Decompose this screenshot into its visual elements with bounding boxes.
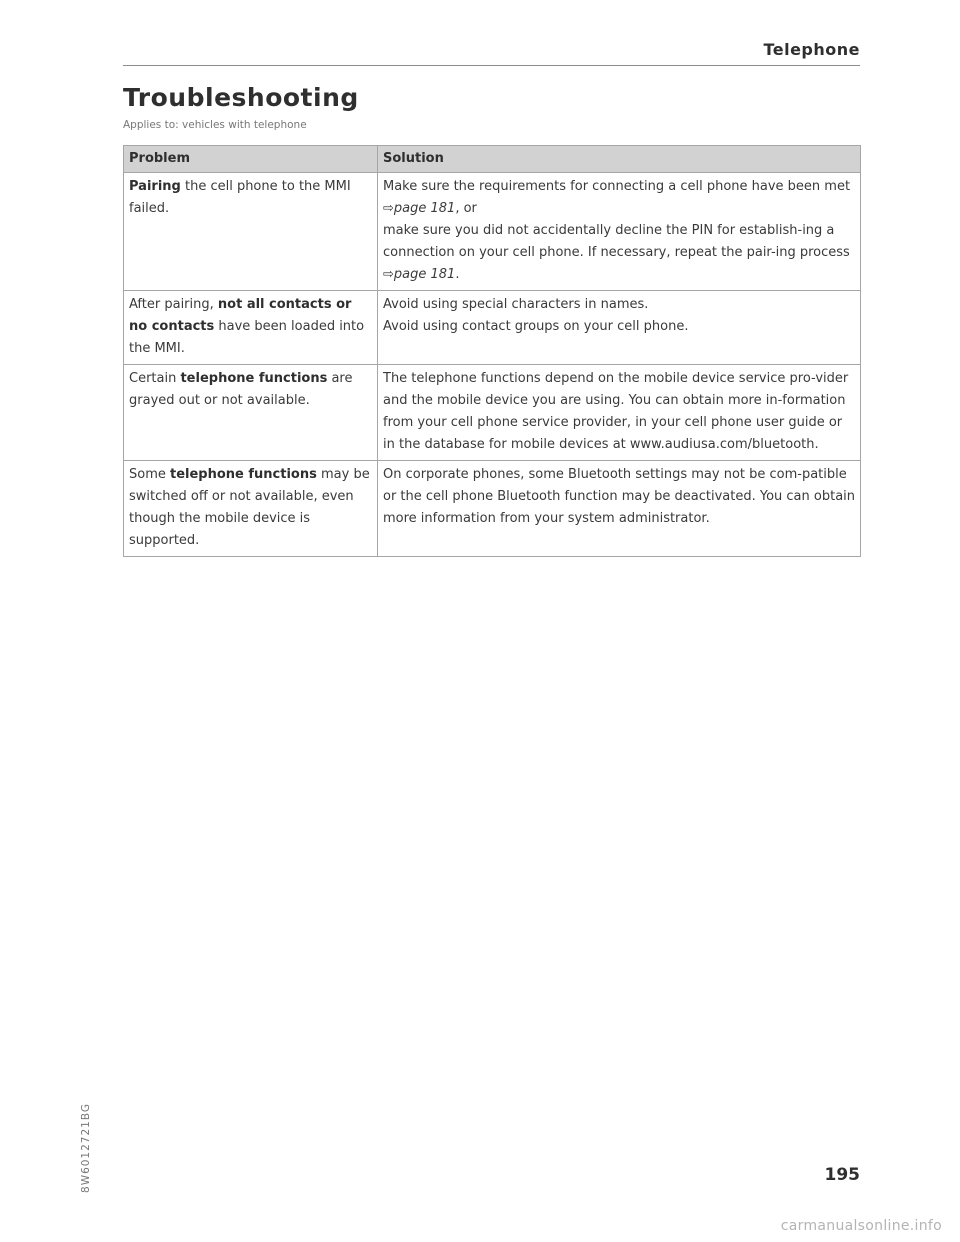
solution-text: Make sure the requirements for connecting a cell phone have been met [383,179,851,194]
solution-text: The telephone functions depend on the mobile device service pro-vider and the mobile device you are using. You can obtain more in-formation from your cell phone service provider, in your cell phone user guide or in the database for mobile devices at www.audiusa.com/bluetooth. [383,371,849,452]
arrow-icon: ⇨ [383,201,394,216]
section-title: Telephone [763,40,860,59]
problem-text: the cell phone to the MMI failed. [129,179,351,216]
problem-keyword: telephone functions [180,371,328,386]
problem-text: After pairing, [129,297,218,312]
arrow-icon: ⇨ [383,267,394,282]
problem-keyword: telephone functions [170,467,317,482]
table-row [124,173,861,291]
solution-text: Avoid using special characters in names. [383,297,649,312]
solution-cell [378,291,861,365]
problem-text: may be switched off or not available, even though the mobile device is supported. [129,467,370,548]
page-reference-link[interactable]: page 181 [393,201,456,216]
solution-text: . [455,267,460,282]
problem-text: Certain [129,371,181,386]
problem-keyword: not all contacts or [217,297,352,312]
page-number: 195 [824,1165,860,1185]
problem-text: are grayed out or not available. [129,371,353,408]
solution-text: On corporate phones, some Bluetooth settings may not be com-patible or the cell phone Bluetooth function may be deactivated. You can obtain more information from your system administrator. [383,467,856,526]
problem-cell [124,461,378,557]
troubleshooting-table [123,145,861,557]
solution-cell [378,461,861,557]
problem-text: Some [129,467,170,482]
table-row [124,365,861,461]
page-title: Troubleshooting [123,83,359,112]
solution-cell [378,365,861,461]
problem-keyword: no contacts [129,319,215,334]
table-row [124,291,861,365]
header-solution: Solution [378,146,861,173]
solution-text: , or [455,201,477,216]
problem-cell [124,173,378,291]
problem-text: have been loaded into the MMI. [129,319,365,356]
page-reference-link[interactable]: page 181 [393,267,456,282]
problem-cell [124,291,378,365]
watermark: carmanualsonline.info [780,1218,942,1234]
document-code: 8W6012721BG [80,1103,92,1193]
problem-keyword: Pairing [129,179,181,194]
solution-text: make sure you did not accidentally decline the PIN for establish-ing a connection on your cell phone. If necessary, repeat the pair-ing process [383,223,850,260]
applies-to-note: Applies to: vehicles with telephone [123,119,307,131]
solution-cell [378,173,861,291]
header-problem: Problem [124,146,378,173]
problem-cell [124,365,378,461]
table-header-row [124,146,861,173]
table-row [124,461,861,557]
page-header [123,40,860,66]
solution-text: Avoid using contact groups on your cell phone. [383,319,689,334]
